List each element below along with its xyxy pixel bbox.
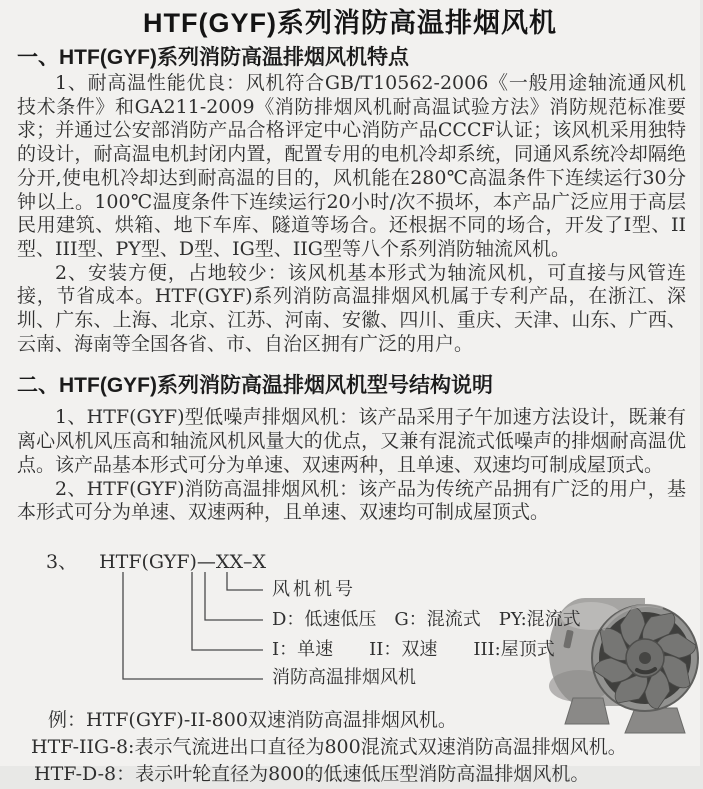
example-line-2: HTF-IIG-8:表示气流进出口直径为800混流式双速消防高温排烟风机。 [31,736,627,759]
section2-paragraph-1: 1、HTF(GYF)型低噪声排烟风机：该产品采用子午加速方法设计，既兼有离心风机风压高和轴流风机风量大的优点，又兼有混流式低噪声的排烟耐高温优点。该产品基本形式可分为单速、双速两种，且单速、双速均可制成屋顶式。 [17,406,686,476]
section1-paragraph-1: 1、耐高温性能优良：风机符合GB/T10562-2006《一般用途轴流通风机技术条件》和GA211-2009《消防排烟风机耐高温试验方法》消防规范标准要求；并通过公安部消防产品合格评定中心消防产品CCCF认证；该风机采用独特的设计，耐高温电机封闭内置，配置专用的电机冷却系统，同通风系统冷却隔绝分开,使电机冷却达到耐高温的目的，风机能在280℃高温条件下连续运行30分钟以上。100℃温度条件下连续运行20小时/次不损坏，本产品广泛应用于高层民用建筑、烘箱、地下车库、隧道等场合。还根据不同的场合，开发了I型、II型、III型、PY型、D型、IG型、IIG型等八个系列消防轴流风机。 [17,72,686,260]
label-type-letters: D：低速低压 G：混流式 PY:混流式 [272,608,581,630]
section1-paragraph-2: 2、安装方便，占地较少：该风机基本形式为轴流风机，可直接与风管连接，节省成本。HTF(GYF)系列消防高温排烟风机属于专利产品，在浙江、深圳、广东、上海、北京、江苏、河南、安徽、四川、重庆、天津、山东、广西、云南、海南等全国各省、市、自治区拥有广泛的用户。 [17,261,686,355]
section1-heading: 一、HTF(GYF)系列消防高温排烟风机特点 [17,46,409,69]
label-speed-types: I：单速 II：双速 III:屋顶式 [272,638,555,660]
section2-heading: 二、HTF(GYF)系列消防高温排烟风机型号结构说明 [17,374,493,398]
model-item-number: 3、 [46,550,78,573]
label-product-name: 消防高温排烟风机 [272,666,416,688]
example-line-3: HTF-D-8：表示叶轮直径为800的低速低压型消防高温排烟风机。 [34,763,590,786]
model-structure-diagram [0,549,700,701]
label-fan-number: 风机机号 [272,578,356,600]
model-code: HTF(GYF)—XX–X [99,550,266,573]
example-line-1: 例：HTF(GYF)-II-800双速消防高温排烟风机。 [48,708,457,731]
page-title: HTF(GYF)系列消防高温排烟风机 [143,8,557,38]
example-block [17,707,686,789]
section2-paragraph-2: 2、HTF(GYF)消防高温排烟风机：该产品为传统产品拥有广泛的用户，基本形式可分为单速、双速两种，且单速、双速均可制成屋顶式。 [17,477,686,524]
